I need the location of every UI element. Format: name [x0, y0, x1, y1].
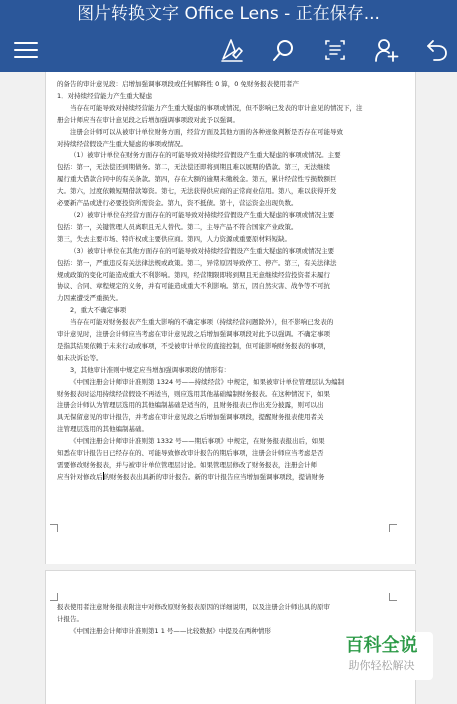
- document-line: 当存在可能导致对持续经营能力产生重大疑虑的事项或情况，但不影响已发表的审计意见的情况下，注: [70, 103, 363, 112]
- document-line: 履行重大借款合同中的有关条款。第四，存在大额的逾期未缴税金。第五，累计经营性亏损数额巨: [57, 175, 337, 184]
- document-line: 包括：第一，无法偿还到期债务。第二，无法偿还即将到期且难以展期的借款。第三，无法继续: [57, 163, 330, 172]
- document-line: 审计意见时，注册会计师应当考虑在审计意见段之后增加强调事项段对此予以强调。不确定事项: [57, 330, 330, 339]
- document-line: 计报告。: [57, 614, 83, 623]
- reading-view-icon[interactable]: [319, 34, 351, 66]
- document-line: 的备告的审计意见段：启增加强调事项段或任何解释性 0 算，0 免财务报表使用者产: [57, 80, 299, 88]
- document-line: 协议、合同、章程规定的义务，并有可能造成重大不利影响。第五，因自然灾害、战争等不可抗: [57, 282, 330, 291]
- share-person-icon[interactable]: [370, 34, 402, 66]
- document-line: （1）被审计单位在财务方面存在的可能导致对持续经营假设产生重大疑虑的事项或情况。主要: [70, 151, 341, 160]
- document-line: 《中国注册会计师审计准则第 1324 号——持续经营》中规定，如果被审计单位管理层认为编制: [70, 377, 345, 386]
- document-line: （2）被审计单位在经营方面存在的可能导致对持续经营假设产生重大疑虑的事项或情况主要: [70, 210, 335, 219]
- document-line: 大。第六，过度依赖短期借款筹资。第七，无法获得供应商的正常商业信用。第八，难以获得开发: [57, 187, 337, 196]
- crop-mark: [389, 524, 397, 532]
- document-line: 册会计师应当在审计意见段之后增加强调事项段对此予以强调。: [57, 115, 239, 124]
- document-line: 注册会计师认为管理层选用的其他编制基础是适当的，且财务报表已作出充分披露，则可以出: [57, 401, 324, 410]
- document-canvas[interactable]: [0, 72, 457, 704]
- watermark-title: 百科全说: [345, 635, 418, 656]
- document-line: （3）被审计单位在其他方面存在的可能导致对持续经营假设产生重大疑虑的事项或情况主要: [70, 246, 335, 255]
- document-line: 2，重大不确定事项: [70, 306, 127, 315]
- document-line: 需要修改财务报表，并与被审计单位管理层讨论。如果管理层修改了财务报表，注册会计师: [57, 461, 317, 469]
- draw-pen-icon[interactable]: [216, 34, 248, 66]
- hamburger-menu-icon[interactable]: [10, 34, 42, 66]
- toolbar: [0, 28, 457, 72]
- document-line: 规或政策的变化可能造成重大不利影响。第四，经营期限即将到期且无意继续经营投资者未履行: [57, 270, 330, 279]
- document-line: 《中国注册会计师审计准则第1 1 号——比较数据》中提及在两种情形: [70, 626, 271, 635]
- document-line: 具无保留意见的审计报告，并考虑在审计意见段之后增加强调事项段，提醒财务报表使用者关: [57, 413, 324, 422]
- watermark-subtitle: 助你轻松解决: [348, 659, 415, 672]
- document-line: 报表使用者注意财务报表附注中对修改原财务报表原因的详细说明，以及注册会计师出具的原审: [57, 603, 330, 611]
- document-line: 注管理层选用的其他编制基础。: [57, 425, 148, 434]
- window-title: 图片转换文字 Office Lens - 正在保存...: [0, 0, 457, 28]
- document-line: 力因素遭受严重损失。: [57, 294, 122, 303]
- document-line: 3，其他审计准则中规定应当增加强调事项段的情形有：: [70, 365, 231, 374]
- document-line: 应当针对修改后的财务报表出具新的审计报告。新的审计报告应当增加强调事项段，提请财务: [57, 472, 325, 481]
- document-line: 对持续经营假设产生重大疑虑的事项或情况。: [57, 139, 187, 148]
- watermark-logo: [330, 632, 433, 680]
- document-line: 当存在可能对财务报表产生重大影响的不确定事项（持续经营问题除外），但不影响已发表的: [70, 318, 334, 327]
- text-cursor: [103, 472, 104, 480]
- crop-mark: [50, 593, 58, 601]
- document-line: 第三，失去主要市场、特许权或主要供应商。第四，人力资源或重要原材料短缺。: [57, 234, 291, 243]
- document-line: 包括：第一，严重违反有关法律法规或政策。第二，异常原因导致停工、停产。第三，有关法律法: [57, 258, 337, 267]
- document-line: 包括：第一，关键管理人员离职且无人替代。第二，主导产品不符合国家产业政策。: [57, 222, 298, 231]
- document-line: 《中国注册会计师审计准则第 1332 号——期后事项》中规定，在财务报表报出后，如果: [70, 437, 325, 446]
- document-page-1[interactable]: [45, 72, 416, 564]
- undo-icon[interactable]: [421, 34, 453, 66]
- document-line: 知悉在审计报告日已经存在的、可能导致修改审计报告的期后事项，注册会计师应当考虑是否: [57, 449, 324, 458]
- page-1-body-text[interactable]: [57, 79, 383, 484]
- document-line: 注册会计师可以从被审计单位财务方面，经营方面及其他方面的各种迹象判断是否存在可能导致: [70, 127, 343, 136]
- search-icon[interactable]: [268, 34, 300, 66]
- document-line: 1．对持续经营能力产生重大疑虑: [57, 91, 153, 100]
- document-line: 必要新产品或进行必要投资所需资金。第九，资不抵债。第十，营运资金出现负数。: [57, 199, 298, 208]
- document-line: 是指其结果依赖于未来行动或事项，不受被审计单位的直接控制，但可能影响财务报表的事项，: [57, 341, 330, 350]
- crop-mark: [389, 593, 397, 601]
- crop-mark: [50, 524, 58, 532]
- document-line: 财务报表时运用持续经营假设不再适当，则应选用其他基础编制财务报表。在这种情况下，如果: [57, 389, 330, 398]
- document-line: 如未决诉讼等。: [57, 353, 103, 362]
